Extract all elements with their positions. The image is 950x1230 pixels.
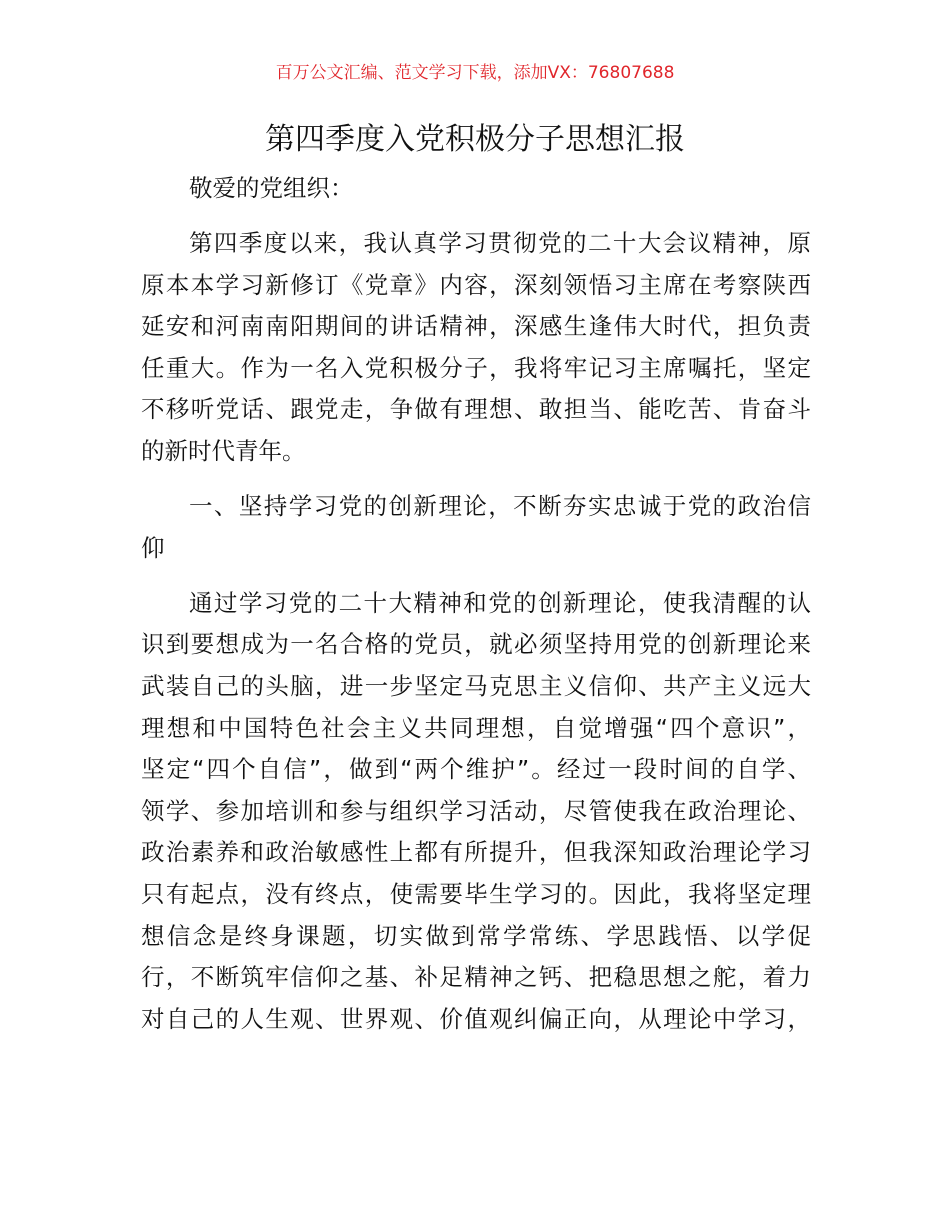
text-line: 不移听党话、跟党走，争做有理想、敢担当、能吃苦、肯奋斗 (141, 395, 811, 424)
text-line: 敬爱的党组织： (189, 174, 354, 202)
text-line: 通过学习党的二十大精神和党的创新理论，使我清醒的认 (189, 588, 811, 617)
text-line: 原本本学习新修订《党章》内容，深刻领悟习主席在考察陕西 (141, 270, 811, 299)
text-line: 只有起点，没有终点，使需要毕生学习的。因此，我将坚定理 (141, 880, 811, 908)
text-line: 的新时代青年。 (141, 437, 306, 466)
text-line: 对自己的人生观、世界观、价值观纠偏正向，从理论中学习， (141, 1004, 811, 1033)
paragraph (141, 168, 811, 210)
text-line: 识到要想成为一名合格的党员，就必须坚持用党的创新理论来 (141, 630, 811, 659)
text-line: 政治素养和政治敏感性上都有所提升，但我深知政治理论学习 (141, 838, 811, 867)
text-line: 理想和中国特色社会主义共同理想，自觉增强“四个意识”， (141, 713, 811, 742)
text-line: 坚定“四个自信”，做到“两个维护”。经过一段时间的自学、 (141, 755, 811, 784)
text-line: 领学、参加培训和参与组织学习活动，尽管使我在政治理论、 (141, 796, 811, 825)
document-body (141, 168, 811, 1054)
watermark-header: 百万公文汇编、范文学习下载，添加VX：76807688 (275, 63, 675, 83)
text-line: 武装自己的头脑，进一步坚定马克思主义信仰、共产主义远大 (141, 672, 811, 701)
document-title: 第四季度入党积极分子思想汇报 (265, 122, 685, 157)
text-line: 仰 (141, 533, 165, 562)
text-line: 第四季度以来，我认真学习贯彻党的二十大会议精神，原 (189, 229, 811, 258)
paragraph (141, 486, 811, 569)
paragraph (141, 223, 811, 473)
text-line: 行，不断筑牢信仰之基、补足精神之钙、把稳思想之舵，着力 (141, 963, 811, 992)
text-line: 一、坚持学习党的创新理论，不断夯实忠诚于党的政治信 (189, 492, 811, 521)
text-line: 想信念是终身课题，切实做到常学常练、学思践悟、以学促 (141, 921, 811, 950)
paragraph (141, 583, 811, 1041)
text-line: 任重大。作为一名入党积极分子，我将牢记习主席嘱托，坚定 (141, 353, 811, 382)
text-line: 延安和河南南阳期间的讲话精神，深感生逢伟大时代，担负责 (141, 312, 811, 341)
